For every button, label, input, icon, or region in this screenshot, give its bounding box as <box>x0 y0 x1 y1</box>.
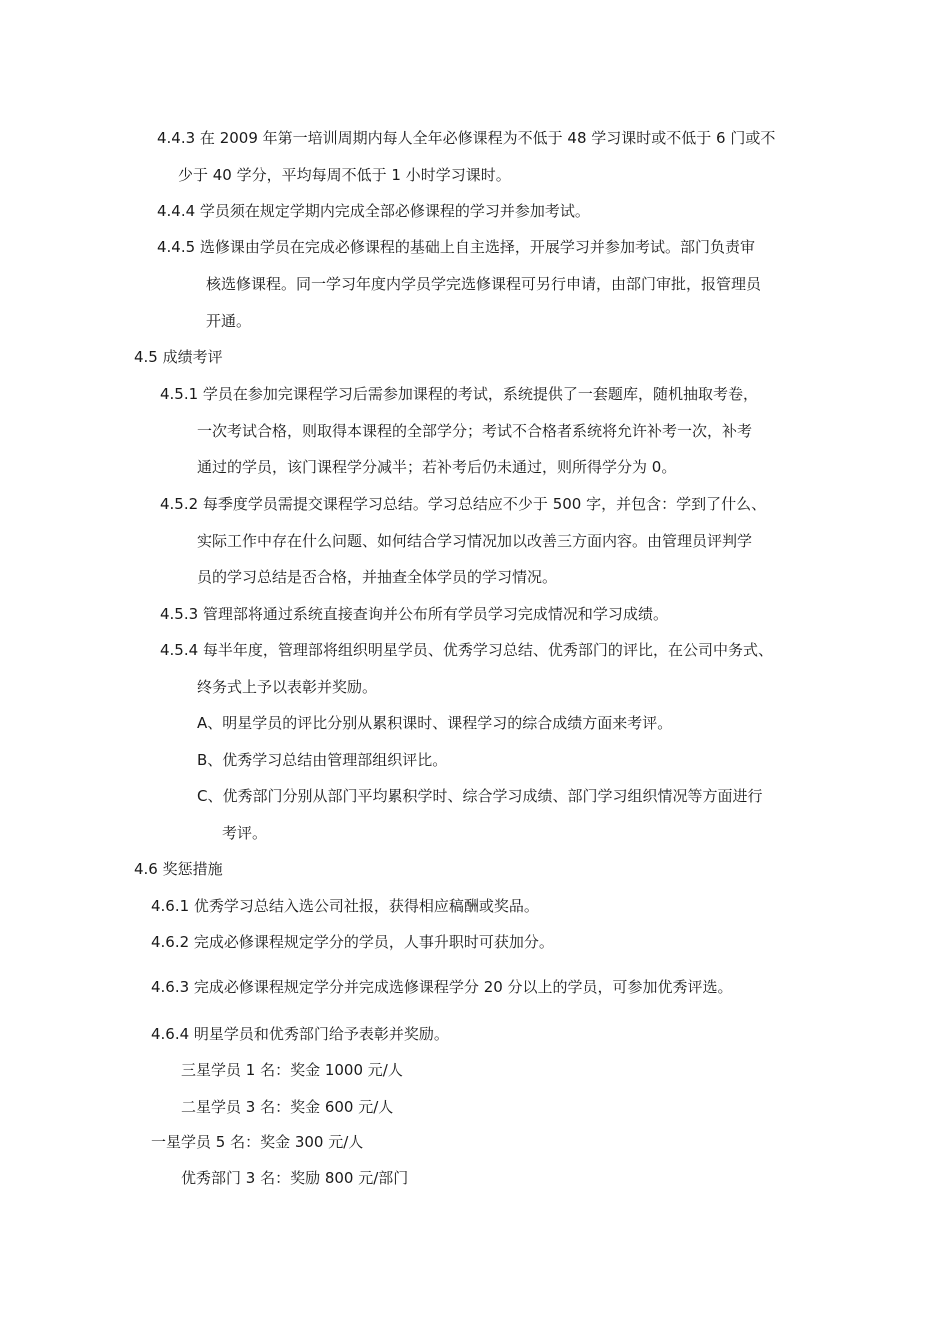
list-item-b: B、优秀学习总结由管理部组织评比。 <box>197 751 448 769</box>
list-item-c: C、优秀部门分别从部门平均累积学时、综合学习成绩、部门学习组织情况等方面进行 <box>197 787 763 805</box>
text-line-4-4-5: 4.4.5 选修课由学员在完成必修课程的基础上自主选择，开展学习并参加考试。部门负责审 <box>157 238 755 256</box>
list-item-a: A、明星学员的评比分别从累积课时、课程学习的综合成绩方面来考评。 <box>197 714 673 732</box>
text-line-4-5-2: 4.5.2 每季度学员需提交课程学习总结。学习总结应不少于 500 字，并包含：学到了什么、 <box>160 495 767 513</box>
text-line: 开通。 <box>206 312 252 330</box>
text-line: 终务式上予以表彰并奖励。 <box>197 678 378 696</box>
award-one-star: 一星学员 5 名：奖金 300 元/人 <box>151 1133 364 1151</box>
text-line: 实际工作中存在什么问题、如何结合学习情况加以改善三方面内容。由管理员评判学 <box>197 532 753 550</box>
text-line: 通过的学员，该门课程学分减半；若补考后仍未通过，则所得学分为 0。 <box>197 458 677 476</box>
text-line-4-4-4: 4.4.4 学员须在规定学期内完成全部必修课程的学习并参加考试。 <box>157 202 590 220</box>
text-line-4-6-1: 4.6.1 优秀学习总结入选公司社报，获得相应稿酬或奖品。 <box>151 897 539 915</box>
text-line: 核选修课程。同一学习年度内学员学完选修课程可另行申请，由部门审批，报管理员 <box>206 275 762 293</box>
award-department: 优秀部门 3 名：奖励 800 元/部门 <box>181 1169 409 1187</box>
award-two-star: 二星学员 3 名：奖金 600 元/人 <box>181 1098 394 1116</box>
text-line: 员的学习总结是否合格，并抽查全体学员的学习情况。 <box>197 568 558 586</box>
text-line: 少于 40 学分，平均每周不低于 1 小时学习课时。 <box>178 166 511 184</box>
section-heading-4-6: 4.6 奖惩措施 <box>134 860 223 878</box>
text-line: 一次考试合格，则取得本课程的全部学分；考试不合格者系统将允许补考一次，补考 <box>197 422 753 440</box>
text-line-4-4-3: 4.4.3 在 2009 年第一培训周期内每人全年必修课程为不低于 48 学习课时或不低于 6 门或不 <box>157 129 776 147</box>
text-line: 考评。 <box>222 824 268 842</box>
text-line-4-6-4: 4.6.4 明星学员和优秀部门给予表彰并奖励。 <box>151 1025 449 1043</box>
section-heading-4-5: 4.5 成绩考评 <box>134 348 223 366</box>
text-line-4-5-4: 4.5.4 每半年度，管理部将组织明星学员、优秀学习总结、优秀部门的评比，在公司中务式、 <box>160 641 773 659</box>
text-line-4-6-3: 4.6.3 完成必修课程规定学分并完成选修课程学分 20 分以上的学员，可参加优秀评选。 <box>151 978 733 996</box>
text-line-4-6-2: 4.6.2 完成必修课程规定学分的学员，人事升职时可获加分。 <box>151 933 554 951</box>
text-line-4-5-1: 4.5.1 学员在参加完课程学习后需参加课程的考试，系统提供了一套题库，随机抽取考卷， <box>160 385 758 403</box>
text-line-4-5-3: 4.5.3 管理部将通过系统直接查询并公布所有学员学习完成情况和学习成绩。 <box>160 605 668 623</box>
award-three-star: 三星学员 1 名：奖金 1000 元/人 <box>181 1061 403 1079</box>
